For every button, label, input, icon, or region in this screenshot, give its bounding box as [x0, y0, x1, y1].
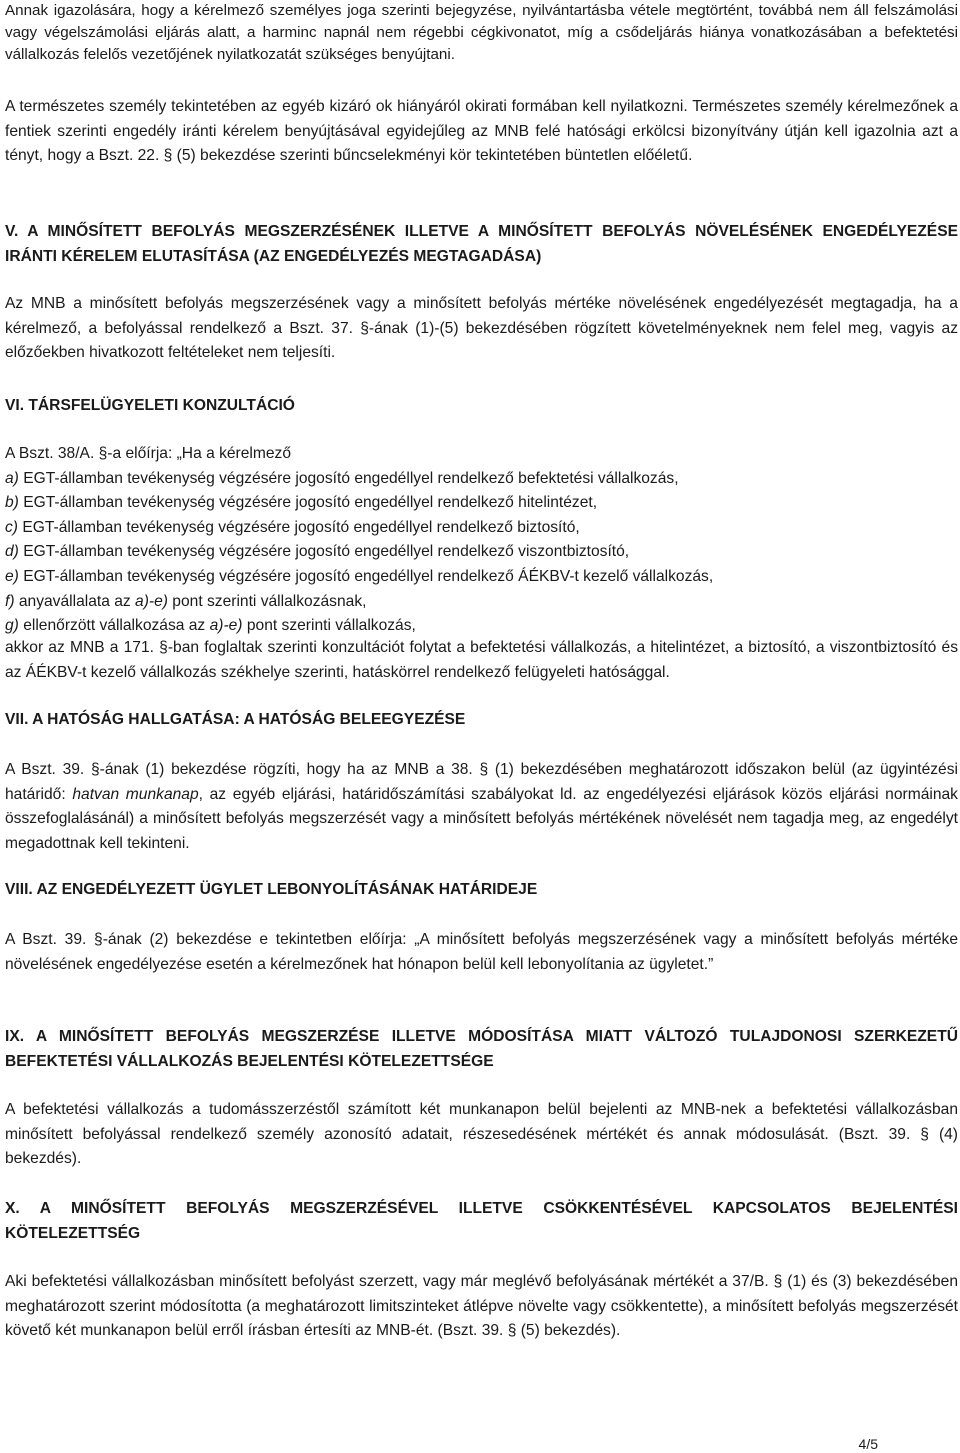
section-vii-heading: VII. A HATÓSÁG HALLGATÁSA: A HATÓSÁG BELEEGYEZÉSE	[5, 711, 466, 728]
list-item	[5, 491, 958, 516]
section-x-body: Aki befektetési vállalkozásban minősített befolyást szerzett, vagy már meglévő befolyásának mértékét a 37/B. § (1) és (3) bekezdésében meghatározott szerint módosította (a meghatározott limitszinteket átlépve növelte vagy csökkentette), a minősített befolyás megszerzését követő két munkanapon belül erről írásban értesíti az MNB-ét. (Bszt. 39. § (5) bekezdés).	[5, 1273, 958, 1340]
list-item-mark: e)	[5, 567, 19, 585]
section-vii-deadline: hatvan munkanap	[72, 785, 199, 803]
section-viii-heading: VIII. AZ ENGEDÉLYEZETT ÜGYLET LEBONYOLÍTÁSÁNAK HATÁRIDEJE	[5, 881, 538, 898]
list-item	[5, 590, 958, 615]
list-item-text: ellenőrzött vállalkozása az	[18, 617, 210, 635]
section-vii-text: , az egyéb eljárási, határidőszámítási szabályokat ld. az engedélyezési eljárások közös eljárási normáinak összefoglalásánál) a minősített befolyás megszerzését vagy a minősített befolyás mértékének növelését nem tagadja meg, az engedélyt megadottnak kell tekinteni.	[5, 785, 958, 852]
list-item-mark: f)	[5, 592, 15, 610]
list-item-text: pont szerinti vállalkozás,	[242, 617, 416, 635]
page-number: 4/5	[858, 1436, 878, 1452]
section-vi-lead: A Bszt. 38/A. §-a előírja: „Ha a kérelmező	[5, 445, 292, 462]
list-item-mark: b)	[5, 494, 19, 512]
section-vii-body	[5, 758, 958, 856]
list-item-mark: c)	[5, 518, 18, 536]
list-item	[5, 540, 958, 565]
list-item-text: EGT-államban tevékenység végzésére jogosító engedéllyel rendelkező viszontbiztosító,	[18, 543, 630, 561]
section-viii-body: A Bszt. 39. §-ának (2) bekezdése e tekintetben előírja: „A minősített befolyás megszerzésének vagy a minősített befolyás mértéke növelésének engedélyezése esetén a kérelmezőnek hat hónapon belül kell lebonyolítania az ügyletet.”	[5, 931, 958, 973]
list-item	[5, 516, 958, 541]
section-vi-heading: VI. TÁRSFELÜGYELETI KONZULTÁCIÓ	[5, 397, 295, 414]
section-ix-heading: IX. A MINŐSÍTETT BEFOLYÁS MEGSZERZÉSE ILLETVE MÓDOSÍTÁSA MIATT VÁLTOZÓ TULAJDONOSI SZERKEZETŰ BEFEKTETÉSI VÁLLALKOZÁS BEJELENTÉSI KÖTELEZETTSÉGE	[5, 1028, 958, 1070]
list-item-text: EGT-államban tevékenység végzésére jogosító engedéllyel rendelkező befektetési vállalkozás,	[18, 469, 679, 487]
list-item	[5, 565, 958, 590]
section-v-body: Az MNB a minősített befolyás megszerzésének vagy a minősített befolyás mértéke növelésének engedélyezését megtagadja, ha a kérelmező, a befolyással rendelkező a Bszt. 37. §-ának (1)-(5) bekezdésében rögzített követelményeknek nem felel meg, vagyis az előzőekben hivatkozott feltételeket nem teljesíti.	[5, 295, 958, 362]
section-vii-text: A Bszt. 39. §-ának (1) bekezdése rögzíti, hogy ha az MNB a 38. § (1) bekezdésében meghatározott időszakon belül (az ügyintézési határidő:	[5, 761, 958, 803]
section-x-heading: X. A MINŐSÍTETT BEFOLYÁS MEGSZERZÉSÉVEL ILLETVE CSÖKKENTÉSÉVEL KAPCSOLATOS BEJELENTÉSI KÖTELEZETTSÉG	[5, 1200, 958, 1242]
list-item-text: EGT-államban tevékenység végzésére jogosító engedéllyel rendelkező hitelintézet,	[18, 494, 598, 512]
list-item-text: EGT-államban tevékenység végzésére jogosító engedéllyel rendelkező biztosító,	[18, 518, 580, 536]
list-item-ref: a)-e)	[135, 592, 168, 610]
section-vi-tail: akkor az MNB a 171. §-ban foglaltak szerinti konzultációt folytat a befektetési vállalkozás, a hitelintézet, a biztosító, a viszontbiztosító és az ÁÉKBV-t kezelő vállalkozás székhelye szerinti, hatáskörrel rendelkező felügyeleti hatósággal.	[5, 639, 958, 681]
section-ix-body: A befektetési vállalkozás a tudomásszerzéstől számított két munkanapon belül bejelenti az MNB-nek a befektetési vállalkozásban minősített befolyással rendelkező személy azonosító adatait, részesedésének mértékét és annak módosulását. (Bszt. 39. § (4) bekezdés).	[5, 1101, 958, 1168]
intro-paragraph-1: Annak igazolására, hogy a kérelmező személyes joga szerinti bejegyzése, nyilvántartásba vétele megtörtént, továbbá nem áll felszámolási vagy végelszámolási eljárás alatt, a harminc napnál nem régebbi cégkivonatot, míg a csődeljárás hiánya vonatkozásában a befektetési vállalkozás felelős vezetőjének nyilatkozatát szükséges benyújtani.	[5, 2, 958, 63]
section-vi-list	[5, 442, 958, 639]
section-v-heading: V. A MINŐSÍTETT BEFOLYÁS MEGSZERZÉSÉNEK ILLETVE A MINŐSÍTETT BEFOLYÁS NÖVELÉSÉNEK ENGEDÉLYEZÉSE IRÁNTI KÉRELEM ELUTASÍTÁSA (AZ ENGEDÉLYEZÉS MEGTAGADÁSA)	[5, 223, 958, 265]
list-item-text: anyavállalata az	[14, 592, 136, 610]
list-item-mark: d)	[5, 543, 19, 561]
list-item-ref: a)-e)	[209, 617, 243, 635]
list-item	[5, 467, 958, 492]
list-item-mark: g)	[5, 617, 19, 635]
list-item-text: EGT-államban tevékenység végzésére jogosító engedéllyel rendelkező ÁÉKBV-t kezelő vállalkozás,	[18, 567, 714, 585]
intro-paragraph-2: A természetes személy tekintetében az egyéb kizáró ok hiányáról okirati formában kell nyilatkozni. Természetes személy kérelmezőnek a fentiek szerinti engedély iránti kérelem benyújtásával egyidejűleg az MNB felé hatósági erkölcsi bizonyítvány útján kell igazolnia azt a tényt, hogy a Bszt. 22. § (5) bekezdése szerinti bűncselekményi kör tekintetében büntetlen előéletű.	[5, 98, 958, 165]
list-item-text: pont szerinti vállalkozásnak,	[167, 592, 367, 610]
list-item-mark: a)	[5, 469, 19, 487]
